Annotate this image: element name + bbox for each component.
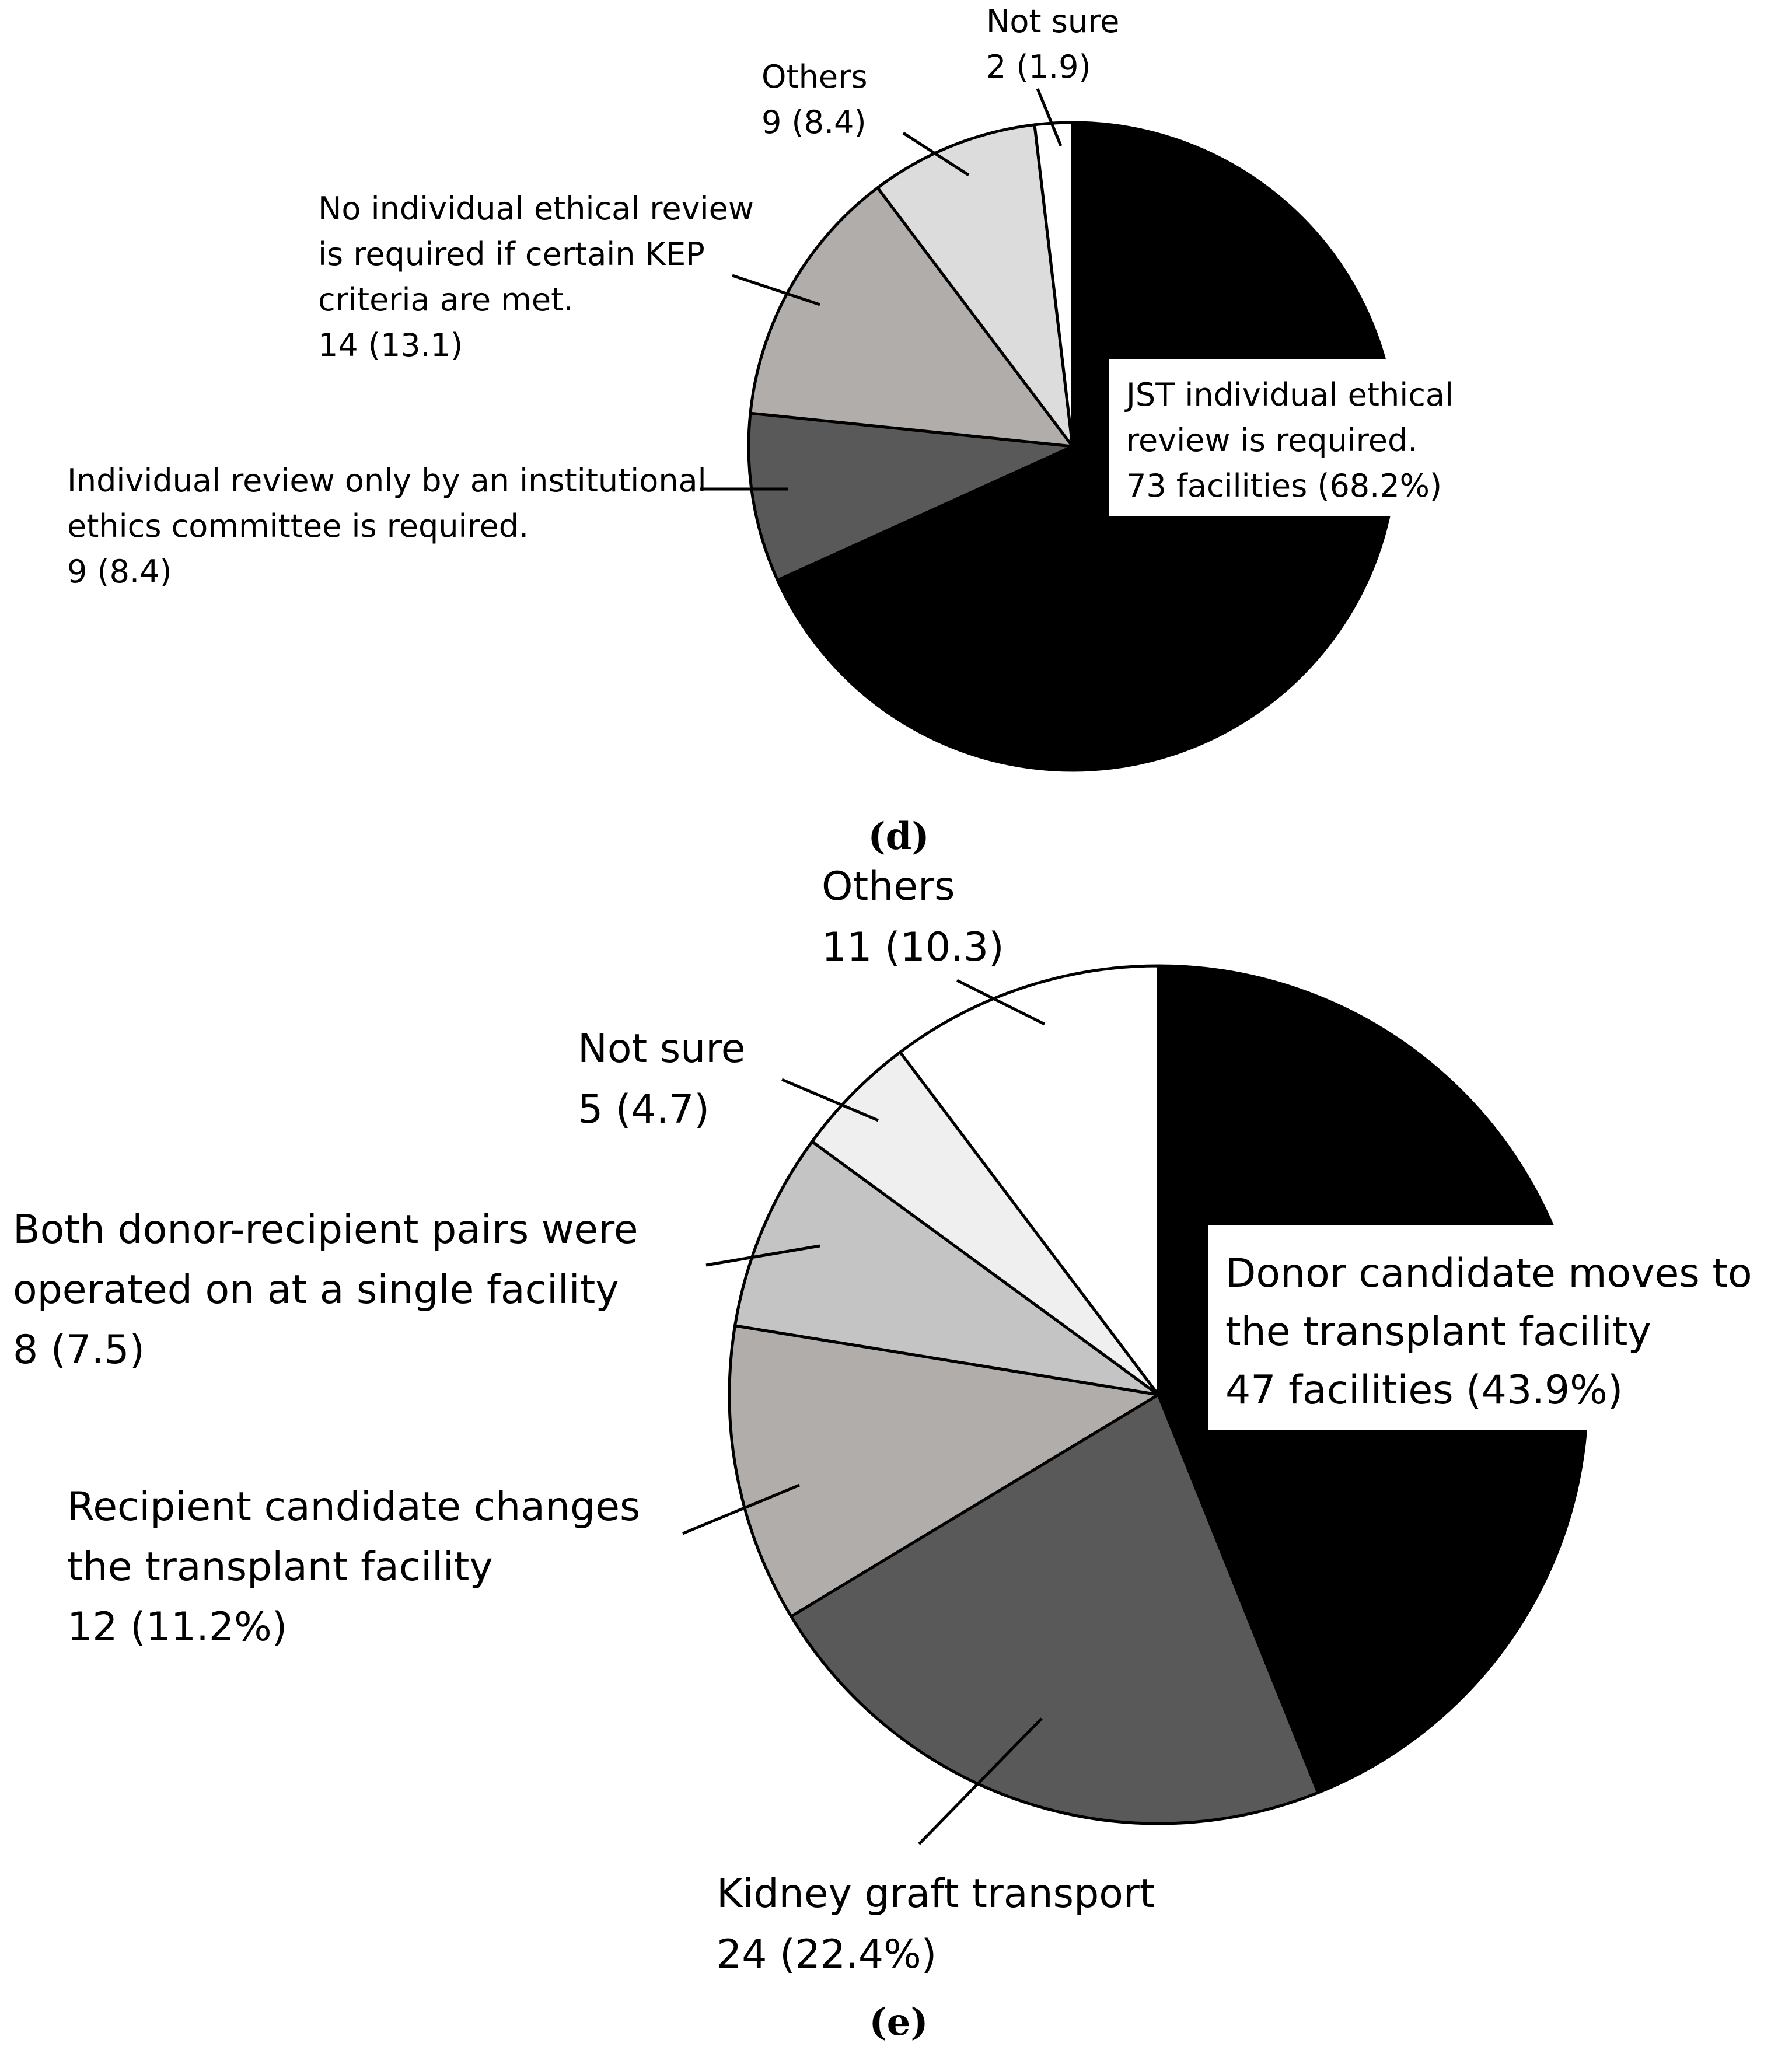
slice-label-line: 11 (10.3) xyxy=(822,924,1004,970)
slice-label-line: operated on at a single facility xyxy=(13,1267,619,1313)
panel-label-e: (e) xyxy=(869,2000,928,2044)
slice-label-line: 73 facilities (68.2%) xyxy=(1126,467,1442,504)
slice-label-line: 5 (4.7) xyxy=(578,1087,710,1133)
slice-label-line: 14 (13.1) xyxy=(318,327,463,364)
slice-label-e-graft-transport xyxy=(717,1871,1168,1978)
slice-label-d-jst-review xyxy=(1124,376,1463,504)
slice-label-line: review is required. xyxy=(1126,422,1418,459)
slice-label-line: the transplant facility xyxy=(1225,1309,1651,1355)
slice-label-line: Kidney graft transport xyxy=(717,1871,1155,1917)
panel-label-d: (d) xyxy=(868,815,930,858)
slice-label-line: 9 (8.4) xyxy=(67,553,172,590)
slice-label-line: criteria are met. xyxy=(318,281,574,318)
slice-label-line: Donor candidate moves to xyxy=(1225,1251,1752,1297)
slice-label-d-others xyxy=(761,58,878,141)
slice-label-line: ethics committee is required. xyxy=(67,508,529,544)
slice-label-line: 9 (8.4) xyxy=(761,104,867,141)
pie-chart-e xyxy=(13,864,1792,2044)
slice-label-line: Others xyxy=(822,864,955,910)
slice-label-d-not-sure xyxy=(986,3,1130,85)
slice-label-line: 47 facilities (43.9%) xyxy=(1225,1367,1623,1413)
slice-label-e-single-facility xyxy=(13,1207,651,1373)
pie-chart-d xyxy=(67,3,1482,858)
slice-label-d-no-individual-review xyxy=(318,190,764,364)
slice-label-e-others xyxy=(822,864,1004,970)
slice-label-line: Not sure xyxy=(578,1026,746,1072)
slice-label-line: Not sure xyxy=(986,3,1120,40)
slice-label-line: Individual review only by an institutional xyxy=(67,462,707,499)
slice-label-e-recipient-changes xyxy=(67,1484,653,1650)
slice-label-line: Both donor-recipient pairs were xyxy=(13,1207,638,1253)
slice-label-line: Recipient candidate changes xyxy=(67,1484,641,1530)
slice-label-line: is required if certain KEP xyxy=(318,236,705,273)
slice-label-e-not-sure xyxy=(578,1026,758,1133)
slice-label-line: No individual ethical review xyxy=(318,190,754,227)
slice-label-line: Others xyxy=(761,58,868,95)
slice-label-line: 24 (22.4%) xyxy=(717,1932,937,1978)
slice-label-line: JST individual ethical xyxy=(1126,376,1454,413)
slice-label-line: the transplant facility xyxy=(67,1544,493,1590)
slice-label-line: 8 (7.5) xyxy=(13,1327,145,1373)
slice-label-line: 2 (1.9) xyxy=(986,48,1091,85)
slice-label-d-institutional-review xyxy=(67,462,717,590)
slice-label-line: 12 (11.2%) xyxy=(67,1604,288,1650)
